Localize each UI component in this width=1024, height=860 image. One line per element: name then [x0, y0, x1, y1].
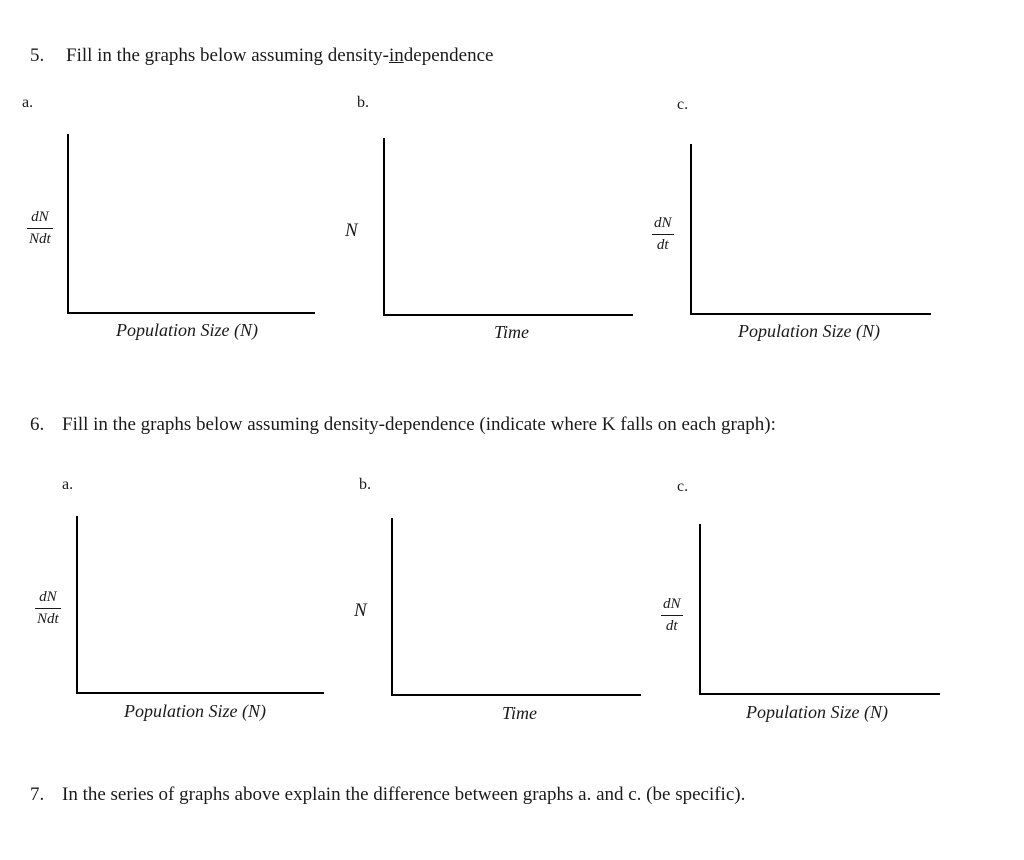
question-7-number: 7.: [30, 784, 45, 805]
q6-graph-a-x-axis: [76, 692, 324, 694]
q5-graph-c-y-axis: [690, 144, 692, 315]
q6-graph-c-y-axis: [699, 524, 701, 695]
q5-panel-c-label: c.: [677, 96, 689, 113]
question-7: [30, 784, 745, 806]
q5-panel-b-label: b.: [357, 94, 369, 111]
q6-graph-c-x-axis: [699, 693, 940, 695]
q5-graph-b-x-axis: [383, 314, 633, 316]
q6-graph-c-x-axis-label: Population Size (N): [746, 702, 888, 722]
q5-graph-c-x-axis-label: Population Size (N): [738, 321, 880, 341]
q6-graph-b-x-axis: [391, 694, 641, 696]
q6-panel-c-label: c.: [677, 478, 689, 495]
question-7-text: In the series of graphs above explain the difference between graphs a. and c. (be specific).: [62, 784, 746, 805]
q6-graph-a-y-axis: [76, 516, 78, 694]
q5-graph-a-x-axis: [67, 312, 315, 314]
q6-graph-a-y-numerator: dN: [39, 589, 57, 605]
q6-graph-c-y-denominator: dt: [665, 618, 678, 634]
question-6-text: Fill in the graphs below assuming density-dependence (indicate where K falls on each graph):: [62, 414, 776, 435]
q6-graph-b-y-axis-label: N: [354, 600, 367, 621]
q5-graph-a-y-axis-label: [27, 210, 53, 247]
q5-graph-c-y-axis-label: [652, 216, 674, 253]
question-6: [30, 414, 776, 436]
q5-graph-a-x-axis-label: Population Size (N): [116, 320, 258, 340]
question-6-number: 6.: [30, 414, 45, 435]
q6-graph-c-y-numerator: dN: [663, 596, 681, 612]
question-5: [30, 45, 493, 67]
q6-graph-a-x-axis-label: Population Size (N): [124, 701, 266, 721]
q5-graph-b-y-axis: [383, 138, 385, 316]
q5-graph-b-x-axis-label: Time: [494, 322, 530, 342]
question-5-number: 5.: [30, 45, 45, 66]
question-5-text-after: dependence: [403, 45, 494, 66]
q5-graph-a-y-denominator: Ndt: [29, 231, 51, 247]
q6-panel-b-label: b.: [359, 476, 371, 493]
q5-graph-b-y-axis-label: N: [345, 220, 358, 241]
q6-graph-a-y-axis-label: [35, 590, 61, 627]
q6-graph-c-y-axis-label: [661, 597, 683, 634]
q6-graph-a-y-denominator: Ndt: [37, 611, 59, 627]
question-5-text-underlined: in: [388, 45, 404, 66]
q5-panel-a-label: a.: [22, 94, 34, 111]
q5-graph-c-y-denominator: dt: [656, 237, 669, 253]
q6-graph-b-y-axis: [391, 518, 393, 696]
q6-panel-a-label: a.: [62, 476, 74, 493]
q5-graph-a-y-axis: [67, 134, 69, 314]
q5-graph-c-y-numerator: dN: [654, 215, 672, 231]
question-5-text-before: Fill in the graphs below assuming density-: [66, 45, 389, 66]
q5-graph-c-x-axis: [690, 313, 931, 315]
q6-graph-b-x-axis-label: Time: [502, 703, 538, 723]
q5-graph-a-y-numerator: dN: [31, 209, 49, 225]
